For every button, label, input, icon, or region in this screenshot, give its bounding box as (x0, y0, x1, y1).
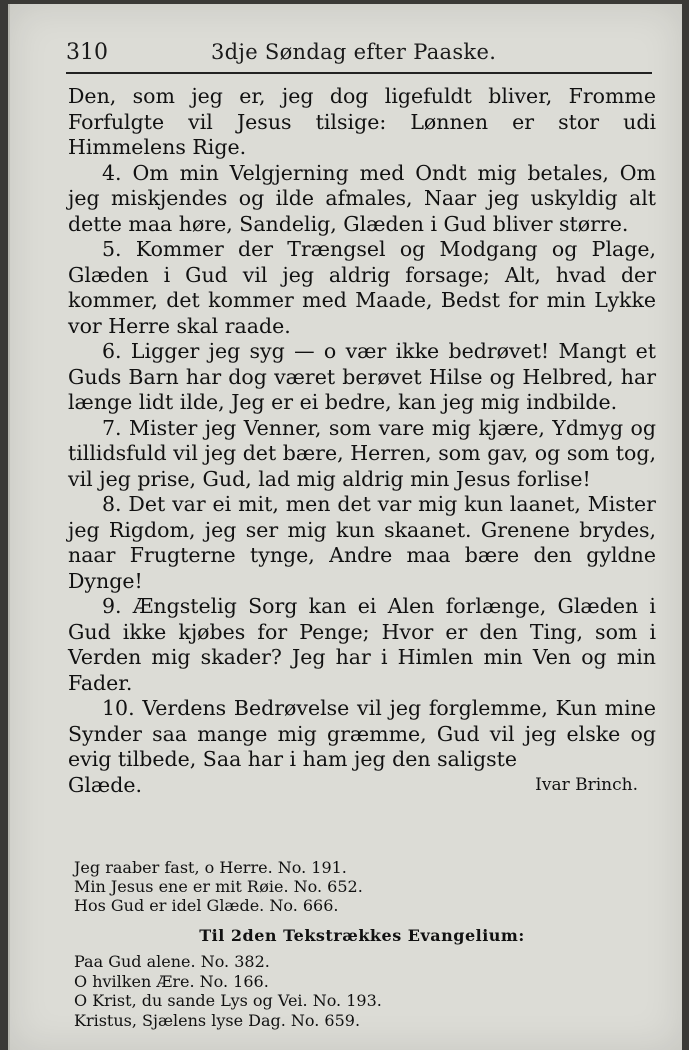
hymn-references (74, 858, 652, 915)
verse-text: Ligger jeg syg — o vær ikke bedrøvet! Mangt et Guds Barn har dog været berøvet Hilse og Helbred, har længe lidt ilde, Jeg er ei bedre, kan jeg mig indbilde. (68, 339, 656, 414)
verse-text: Verdens Bedrøvelse vil jeg forglemme, Kun mine Synder saa mange mig græmme, Gud vil jeg elske og evig tilbede, Saa har i ham jeg den saligste (68, 696, 656, 771)
verse-9 (68, 594, 656, 696)
verse-text: Det var ei mit, men det var mig kun laanet, Mister jeg Rigdom, jeg ser mig kun skaanet. Grenene brydes, naar Frugterne tynge, Andre maa bære den gyldne Dynge! (68, 492, 656, 593)
verse-8 (68, 492, 656, 594)
verse-number: 8. (102, 492, 122, 516)
book-page (8, 4, 682, 1050)
reference-item: Kristus, Sjælens lyse Dag. No. 659. (74, 1010, 361, 1030)
verse-text: Kommer der Trængsel og Modgang og Plage, Glæden i Gud vil jeg aldrig forsage; Alt, hvad der kommer, det kommer med Maade, Bedst for min Lykke vor Herre skal raade. (68, 237, 656, 338)
page-number: 310 (66, 40, 108, 65)
verse-10 (68, 696, 656, 773)
verse-5 (68, 237, 656, 339)
author-name: Ivar Brinch. (535, 774, 638, 795)
page-header (66, 40, 652, 74)
reference-item: Hos Gud er idel Glæde. No. 666. (74, 896, 339, 915)
verse-text: Mister jeg Venner, som vare mig kjære, Ydmyg og tillidsfuld vil jeg det bære, Herren, som gav, og som tog, vil jeg prise, Gud, lad mig aldrig min Jesus forlise! (68, 415, 656, 491)
verse-text: Ængstelig Sorg kan ei Alen forlænge, Glæden i Gud ikke kjøbes for Penge; Hvor er den Ting, som i Verden mig skader? Jeg har i Himlen min Ven og min Fader. (68, 594, 656, 695)
reference-item: Min Jesus ene er mit Røie. No. 652. (74, 877, 363, 896)
hymn-text (68, 84, 656, 798)
reference-item: O Krist, du sande Lys og Vei. No. 193. (74, 991, 382, 1010)
gospel-hymn-list (74, 952, 652, 1030)
verse-number: 5. (102, 237, 122, 261)
section-heading: Til 2den Tekstrækkes Evangelium: (199, 926, 525, 945)
verse-text: Om min Velgjerning med Ondt mig betales, Om jeg miskjendes og ilde afmales, Naar jeg uskyldig alt dette maa høre, Sandelig, Glæden i Gud bliver større. (68, 160, 656, 236)
verse-4 (68, 161, 656, 238)
verse-number: 6. (102, 339, 122, 363)
verse-continuation (68, 84, 656, 161)
last-word: Glæde. (68, 772, 142, 797)
closing-line (68, 773, 656, 799)
verse-number: 4. (102, 160, 122, 185)
verse-6 (68, 339, 656, 416)
verse-7 (68, 416, 656, 493)
running-title: 3dje Søndag efter Paaske. (211, 40, 497, 64)
verse-number: 7. (102, 415, 122, 440)
verse-number: 10. (102, 696, 135, 720)
verse-text: Den, som jeg er, jeg dog ligefuldt bliver, Fromme Forfulgte vil Jesus tilsige: Lønnen er stor udi Himmelens Rige. (68, 84, 656, 159)
reference-item: O hvilken Ære. No. 166. (74, 971, 269, 991)
reference-item: Jeg raaber fast, o Herre. No. 191. (74, 858, 347, 877)
verse-number: 9. (102, 594, 122, 618)
reference-item: Paa Gud alene. No. 382. (74, 952, 270, 971)
